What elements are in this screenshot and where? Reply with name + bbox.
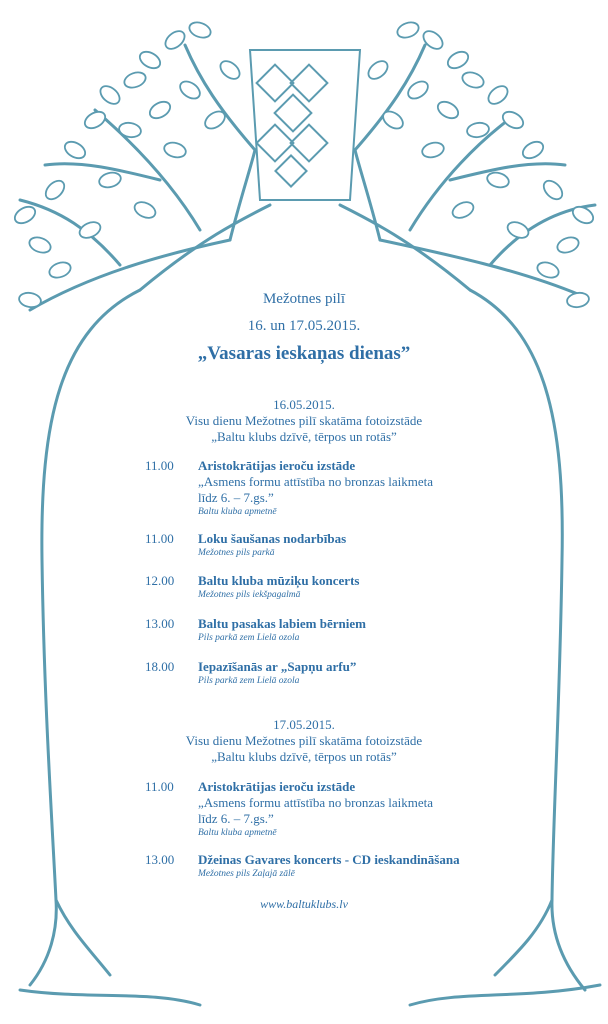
event-time: 18.00 (145, 659, 175, 674)
event-time: 11.00 (145, 531, 174, 546)
event-name: Aristokrātijas ieroču izstāde (198, 779, 356, 794)
event-description: „Asmens formu attīstība no bronzas laikmeta (198, 795, 434, 810)
event-name: Loku šaušanas nodarbības (198, 531, 347, 546)
event-description: „Asmens formu attīstība no bronzas laikmeta (198, 474, 434, 489)
event-location: Mežotnes pils iekšpagalmā (198, 590, 301, 600)
festival-title: „Vasaras ieskaņas dienas” (197, 343, 411, 364)
venue-line: Mežotnes pilī (262, 291, 346, 307)
event-time: 13.00 (145, 616, 175, 631)
event-location: Pils parkā zem Lielā ozola (198, 676, 300, 686)
event-time: 13.00 (145, 852, 175, 867)
exhibition-note: Visu dienu Mežotnes pilī skatāma fotoizstāde (185, 413, 423, 428)
exhibition-title: „Baltu klubs dzīvē, tērpos un rotās” (211, 429, 397, 444)
event-name: Baltu kluba mūziķu koncerts (198, 573, 360, 588)
website-link[interactable]: www.baltuklubs.lv (260, 897, 348, 911)
event-name: Iepazīšanās ar „Sapņu arfu” (198, 659, 357, 674)
event-description: līdz 6. – 7.gs.” (198, 490, 274, 505)
day-date: 16.05.2015. (273, 397, 335, 412)
exhibition-note: Visu dienu Mežotnes pilī skatāma fotoizstāde (185, 733, 423, 748)
event-location: Mežotnes pils parkā (198, 548, 275, 558)
event-time: 12.00 (145, 573, 175, 588)
event-name: Aristokrātijas ieroču izstāde (198, 458, 356, 473)
event-location: Baltu kluba apmetnē (198, 507, 277, 517)
exhibition-title: „Baltu klubs dzīvē, tērpos un rotās” (211, 749, 397, 764)
day-date: 17.05.2015. (273, 717, 335, 732)
event-time: 11.00 (145, 458, 174, 473)
event-name: Baltu pasakas labiem bērniem (198, 616, 366, 631)
festival-dates: 16. un 17.05.2015. (247, 318, 361, 334)
event-location: Pils parkā zem Lielā ozola (198, 633, 300, 643)
event-description: līdz 6. – 7.gs.” (198, 811, 274, 826)
event-location: Baltu kluba apmetnē (198, 828, 277, 838)
event-location: Mežotnes pils Zaļajā zālē (198, 869, 295, 879)
event-time: 11.00 (145, 779, 174, 794)
event-name: Džeinas Gavares koncerts - CD ieskandināšana (198, 852, 460, 867)
